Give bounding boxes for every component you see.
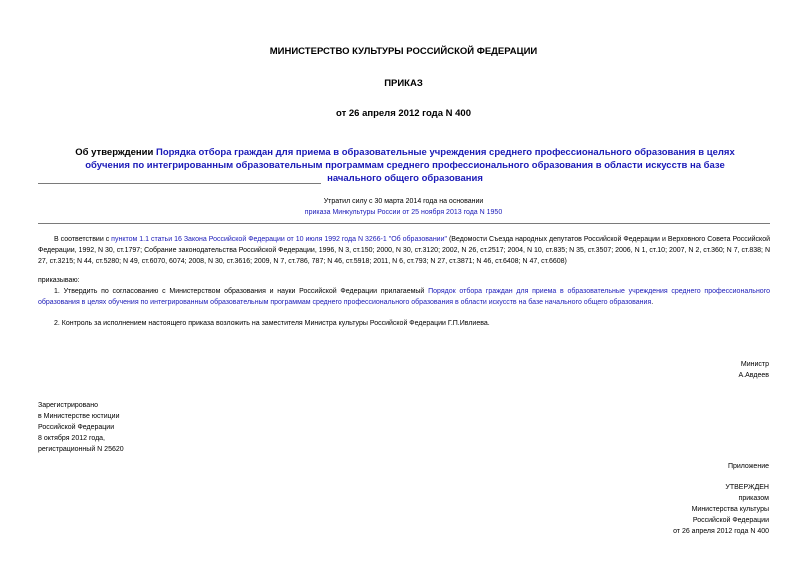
procedure-link[interactable]: Порядок отбора граждан для приема в образовательные учреждения среднего профессионального образования в целях обучения по интегрированным образовательным программам среднего профессионального образования в области искусств на базе начального общего образования [38, 288, 770, 306]
order-item-1 [38, 286, 770, 308]
approval-block [673, 482, 769, 537]
preamble-suffix: (Ведомости Съезда народных депутатов Российской Федерации и Верховного Совета Российской Федерации, 1992, N 30, ст.1797; Собрание законодательства Российской Федерации, 1996, N 3, ст.150; 2000, N 30, ст.3120; 2002, N 26, ст.2517; 2004, N 10, ст.835; N 35, ст.3507; 2006, N 1, ст.10; 2007, N 2, ст.360; N 7, ст.838; N 27, ст.3215; N 44, ст.5280; N 49, ст.6070, 6074; 2008, N 30, ст.3616; 2009, N 7, ст.786, 787; N 46, ст.5918; 2011, N 6, ст.793; N 27, ст.3871; N 46, ст.6408; N 47, ст.6608) [38, 236, 771, 265]
item1-suffix: . [651, 299, 654, 306]
doc-date-heading: от 26 апреля 2012 года N 400 [336, 108, 471, 119]
short-divider [38, 183, 321, 184]
preamble-paragraph [38, 234, 770, 267]
order-item-2: 2. Контроль за исполнением настоящего приказа возложить на заместителя Министра культуры Российской Федерации Г.П.Ивлиева. [54, 320, 490, 327]
preamble-prefix: В соответствии с [54, 236, 112, 243]
basis-link[interactable]: приказа Минкультуры России от 25 ноября 2013 года N 1950 [304, 209, 503, 216]
approval-line-2: Министерства культуры [691, 506, 769, 513]
law-link[interactable]: пунктом 1.1 статьи 16 Закона Российской Федерации от 10 июля 1992 года N 3266-1 "Об образовании" [111, 236, 447, 243]
registration-line-1: Зарегистрировано [38, 402, 98, 409]
signature-name: А.Авдеев [738, 372, 769, 379]
signature-position: Министр [740, 361, 769, 368]
registration-line-4: 8 октября 2012 года, [38, 435, 106, 442]
registration-line-5: регистрационный N 25620 [38, 446, 124, 453]
full-divider [38, 223, 770, 224]
item1-prefix: 1. Утвердить по согласованию с Министерством образования и науки Российской Федерации прилагаемый [54, 288, 429, 295]
approval-line-1: приказом [738, 495, 769, 502]
command-text: приказываю: [38, 277, 80, 284]
approval-line-4: от 26 апреля 2012 года N 400 [673, 528, 769, 535]
registration-block [38, 400, 124, 455]
doc-type-heading: ПРИКАЗ [384, 78, 423, 89]
approval-line-3: Российской Федерации [692, 517, 769, 524]
registration-line-3: Российской Федерации [38, 424, 115, 431]
document-title [60, 146, 750, 185]
approved-label: УТВЕРЖДЕН [725, 484, 769, 491]
lost-force-note: Утратил силу с 30 марта 2014 года на основании [323, 198, 484, 205]
ministry-heading: МИНИСТЕРСТВО КУЛЬТУРЫ РОССИЙСКОЙ ФЕДЕРАЦИИ [269, 46, 538, 57]
title-prefix: Об утверждении [75, 147, 156, 158]
title-link[interactable]: Порядка отбора граждан для приема в образовательные учреждения среднего профессионального образования в целях обучения по интегрированным образовательным программам среднего профессионального образования в области искусств на базе начального общего образования [85, 147, 735, 184]
appendix-label: Приложение [727, 463, 769, 470]
registration-line-2: в Министерстве юстиции [38, 413, 120, 420]
